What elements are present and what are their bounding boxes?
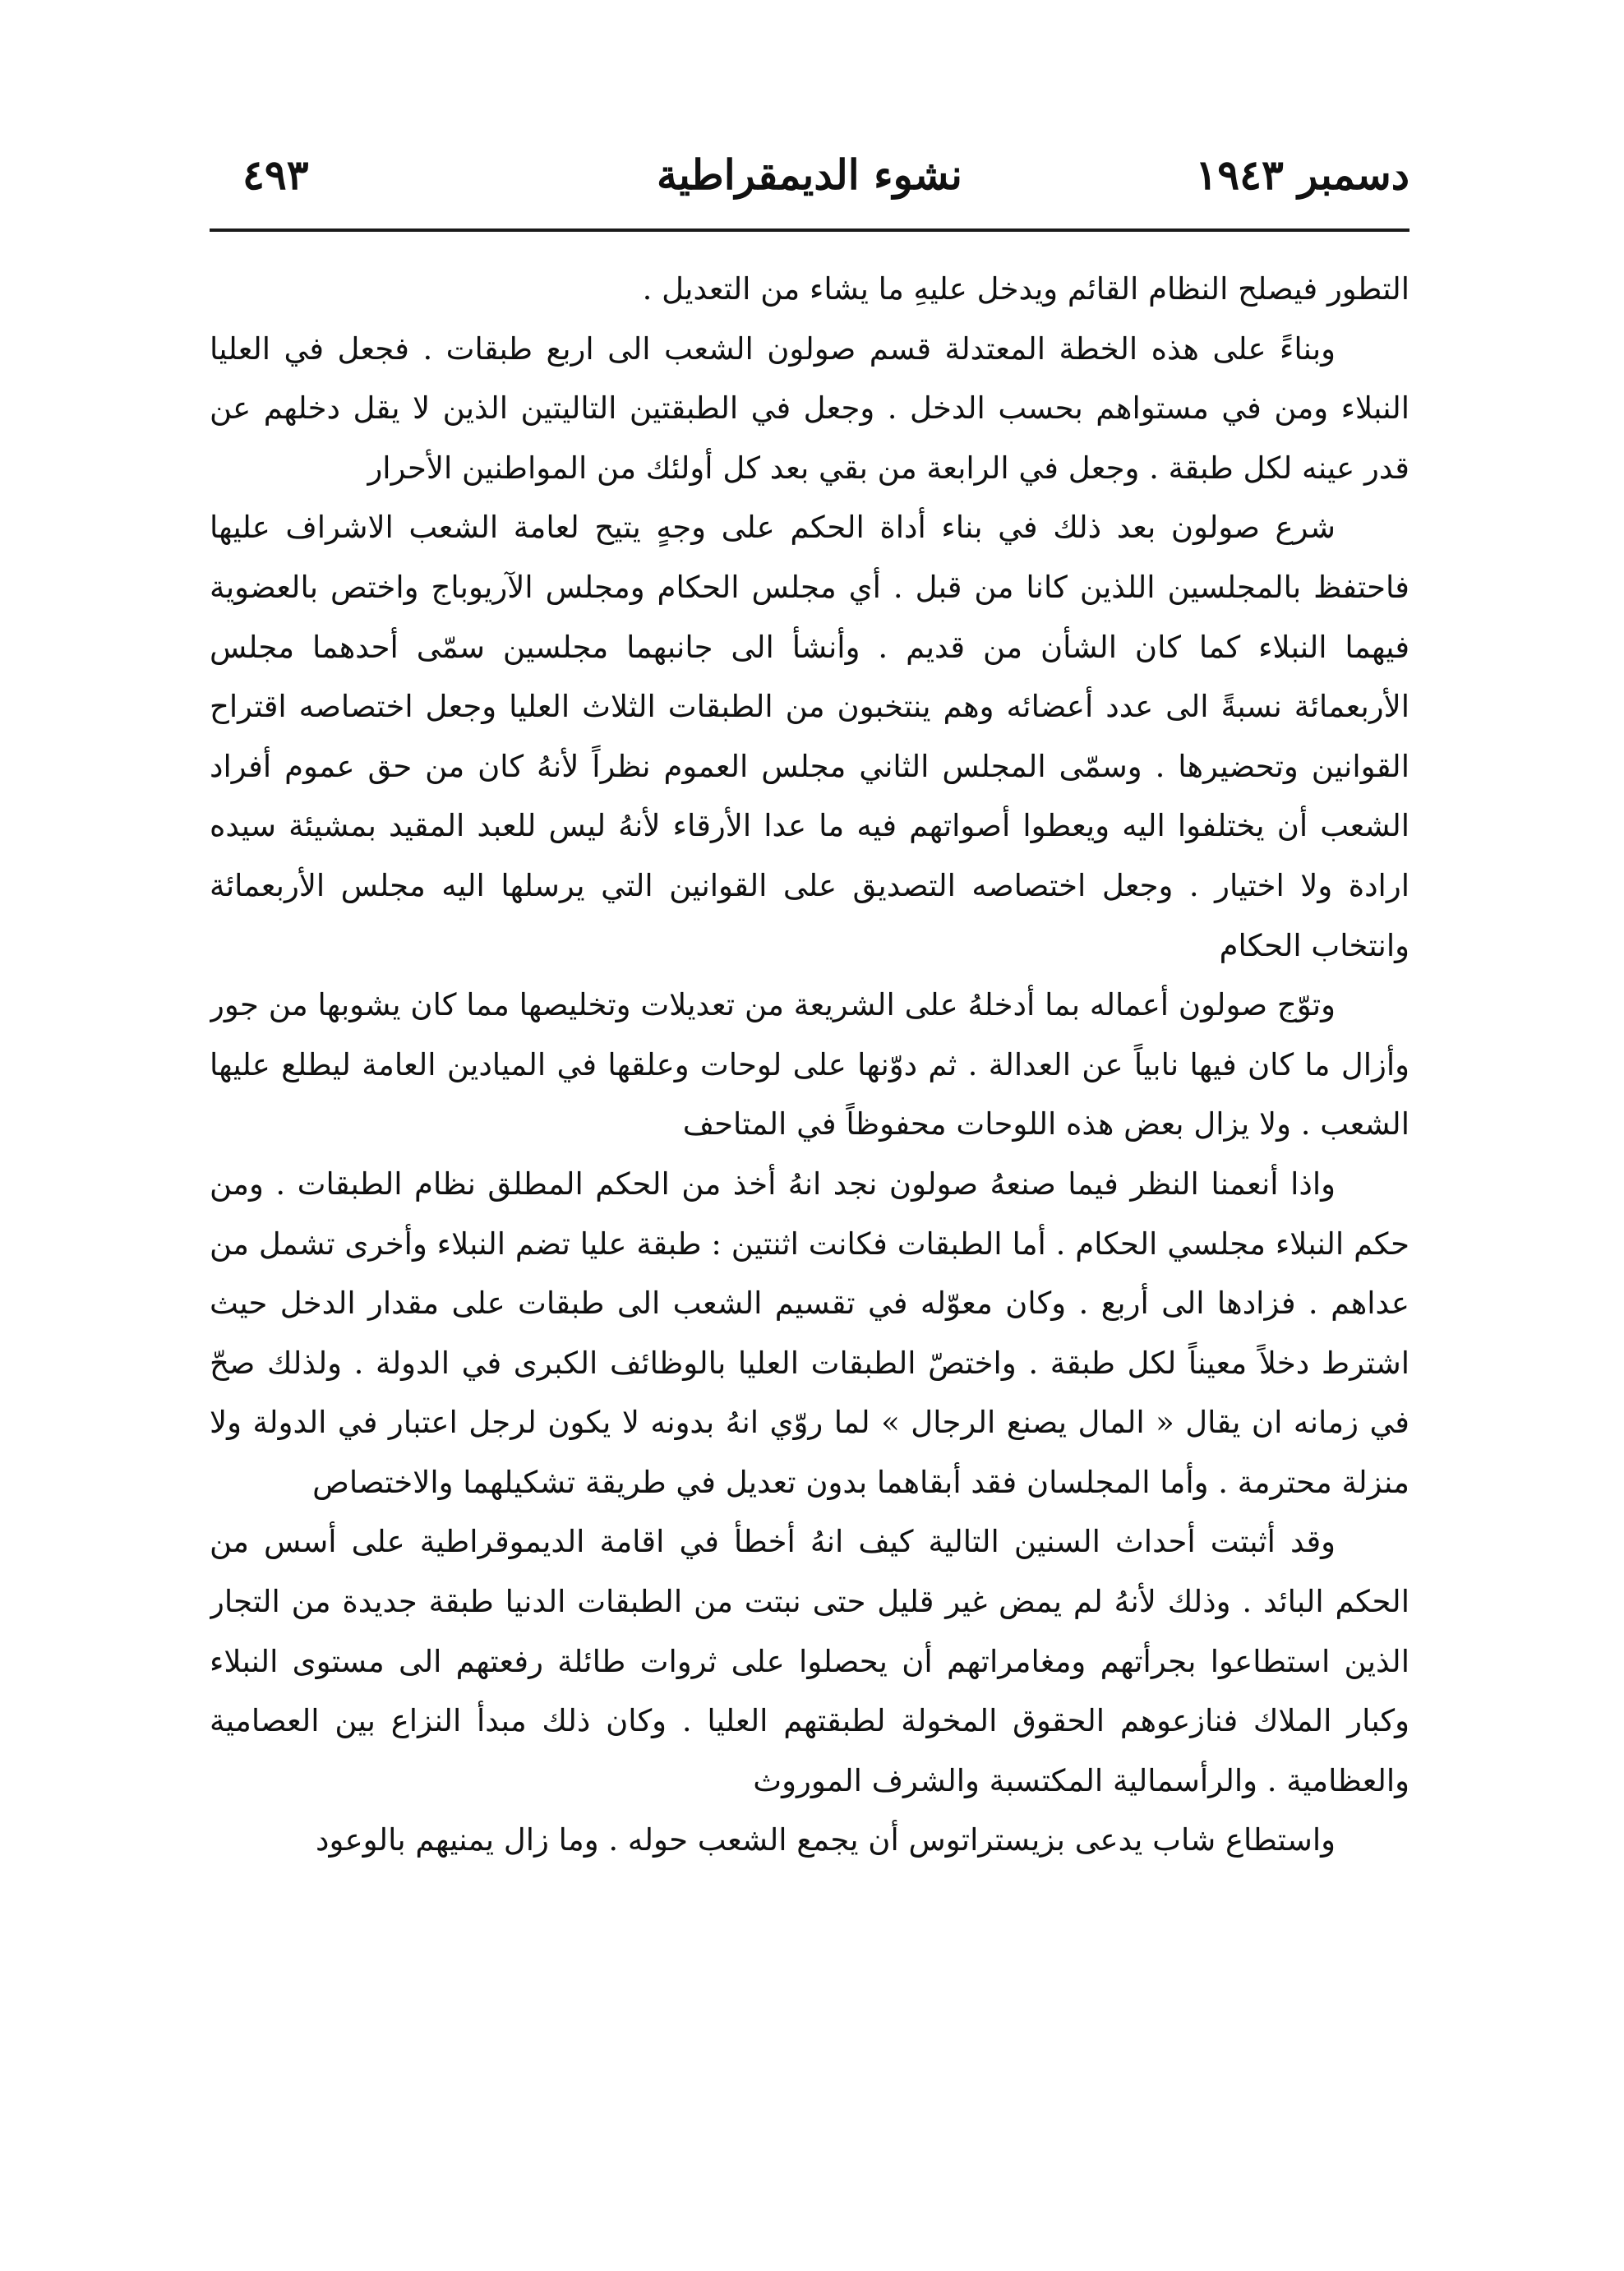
paragraph-3: شرع صولون بعد ذلك في بناء أداة الحكم على وجهٍ يتيح لعامة الشعب الاشراف عليها فاحتفظ بالمجلسين اللذين كانا من قبل . أي مجلس الحكام ومجلس الآريوباج واختص بالعضوية فيهما النبلاء كما كان الشأن من قديم . وأنشأ الى جانبهما مجلسين سمّى أحدهما مجلس الأربعمائة نسبةً الى عدد أعضائه وهم ينتخبون من الطبقات الثلاث العليا وجعل اختصاصه اقتراح القوانين وتحضيرها . وسمّى المجلس الثاني مجلس العموم نظراً لأنهُ كان من حق عموم أفراد الشعب أن يختلفوا اليه ويعطوا أصواتهم فيه ما عدا الأرقاء لأنهُ ليس للعبد المقيد بمشيئة سيده ارادة ولا اختيار . وجعل اختصاصه التصديق على القوانين التي يرسلها اليه مجلس الأربعمائة وانتخاب الحكام [210, 510, 1409, 963]
article-body [210, 260, 1409, 2199]
paragraph-6: وقد أثبتت أحداث السنين التالية كيف انهُ أخطأ في اقامة الديموقراطية على أسس من الحكم البائد . وذلك لأنهُ لم يمض غير قليل حتى نبتت من الطبقات الدنيا طبقة جديدة من التجار الذين استطاعوا بجرأتهم ومغامراتهم أن يحصلوا على ثروات طائلة رفعتهم الى مستوى النبلاء وكبار الملاك فنازعوهم الحقوق المخولة لطبقتهم العليا . وكان ذلك مبدأ النزاع بين العصامية والعظامية . والرأسمالية المكتسبة والشرف الموروث [210, 1524, 1409, 1798]
paragraph-2: وبناءً على هذه الخطة المعتدلة قسم صولون الشعب الى اربع طبقات . فجعل في العليا النبلاء ومن في مستواهم بحسب الدخل . وجعل في الطبقتين التاليتين الذين لا يقل دخلهم عن قدر عينه لكل طبقة . وجعل في الرابعة من بقي بعد كل أولئك من المواطنين الأحرار [210, 330, 1409, 486]
running-title: نشوء الديمقراطية [657, 150, 962, 199]
header-rule [210, 228, 1409, 232]
paragraph-4: وتوّج صولون أعماله بما أدخلهُ على الشريعة من تعديلات وتخليصها مما كان يشوبها من جور وأزال ما كان فيها نابياً عن العدالة . ثم دوّنها على لوحات وعلقها في الميادين العامة ليطلع عليها الشعب . ولا يزال بعض هذه اللوحات محفوظاً في المتاحف [210, 987, 1409, 1142]
header-date: دسمبر ١٩٤٣ [1195, 150, 1409, 199]
paragraph-1: التطور فيصلح النظام القائم ويدخل عليهِ ما يشاء من التعديل . [642, 271, 1409, 307]
paragraph-5: واذا أنعمنا النظر فيما صنعهُ صولون نجد انهُ أخذ من الحكم المطلق نظام الطبقات . ومن حكم النبلاء مجلسي الحكام . أما الطبقات فكانت اثنتين : طبقة عليا تضم النبلاء وأخرى تشمل من عداهم . فزادها الى أربع . وكان معوّله في تقسيم الشعب الى طبقات على مقدار الدخل حيث اشترط دخلاً معيناً لكل طبقة . واختصّ الطبقات العليا بالوظائف الكبرى في الدولة . ولذلك صحّ في زمانه ان يقال « المال يصنع الرجال » لما روّي انهُ بدونه لا يكون لرجل اعتبار في الدولة ولا منزلة محترمة . وأما المجلسان فقد أبقاهما بدون تعديل في طريقة تشكيلهما والاختصاص [210, 1166, 1409, 1500]
page-header [210, 146, 1409, 212]
page-number: ٤٩٣ [242, 150, 309, 199]
paragraph-7: واستطاع شاب يدعى بزيستراتوس أن يجمع الشعب حوله . وما زال يمنيهم بالوعود [316, 1822, 1336, 1858]
